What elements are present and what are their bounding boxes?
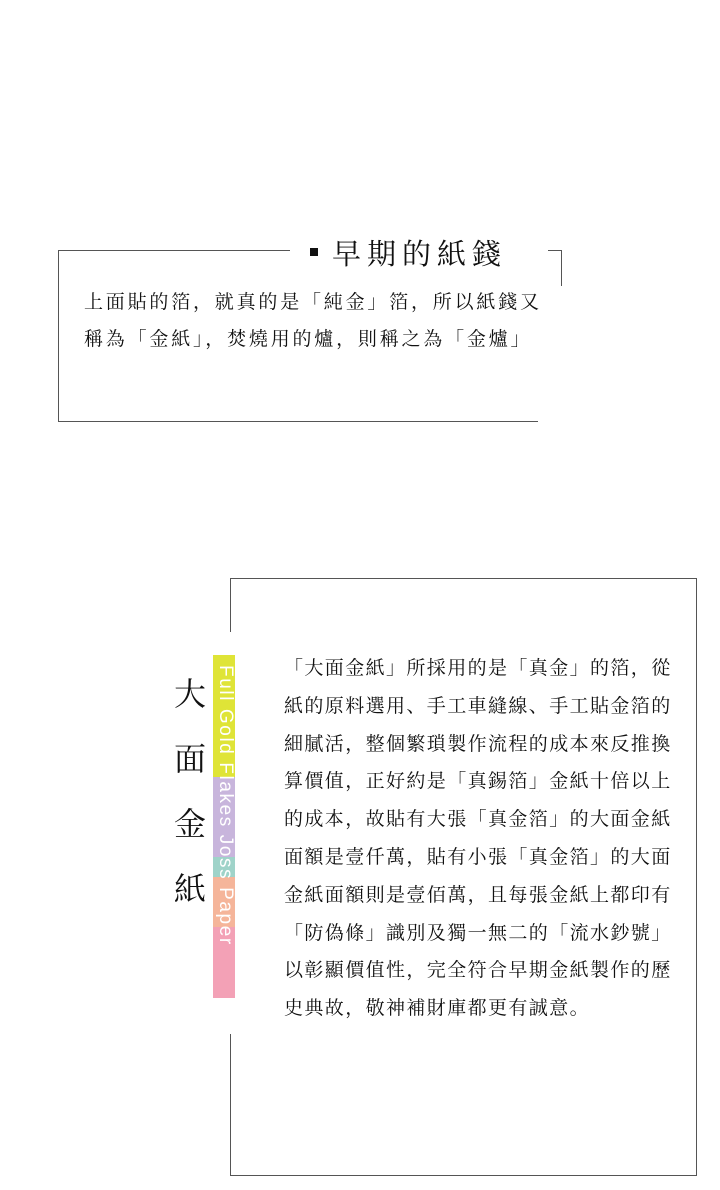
section1-title-text: 早期的紙錢 [332, 236, 508, 271]
section2-title-char: 金 [173, 805, 206, 843]
section1-title [310, 232, 507, 272]
section2-title-char: 大 [173, 675, 206, 713]
section2-title-char: 紙 [173, 870, 206, 908]
section1-body: 上面貼的箔，就真的是「純金」箔，所以紙錢又稱為「金紙」，焚燒用的爐，則稱之為「金爐」 [84, 291, 542, 350]
section2-title-char: 面 [173, 740, 206, 778]
section2-subtitle: Full Gold Flakes Joss Paper [215, 665, 236, 946]
square-bullet-icon [310, 248, 318, 256]
section2-title [170, 662, 210, 922]
section1-corner-mark [548, 250, 562, 286]
section2-body: 「大面金紙」所採用的是「真金」的箔，從紙的原料選用、手工車縫線、手工貼金箔的細膩活，整個繁瑣製作流程的成本來反推換算價值，正好約是「真錫箔」金紙十倍以上的成本，故貼有大張「真金箔」的大面金紙面額是壹仟萬，貼有小張「真金箔」的大面金紙面額則是壹佰萬，且每張金紙上都印有「防偽條」識別及獨一無二的「流水鈔號」以彰顯價值性，完全符合早期金紙製作的歷史典故，敬神補財庫都更有誠意。 [284, 657, 672, 1020]
